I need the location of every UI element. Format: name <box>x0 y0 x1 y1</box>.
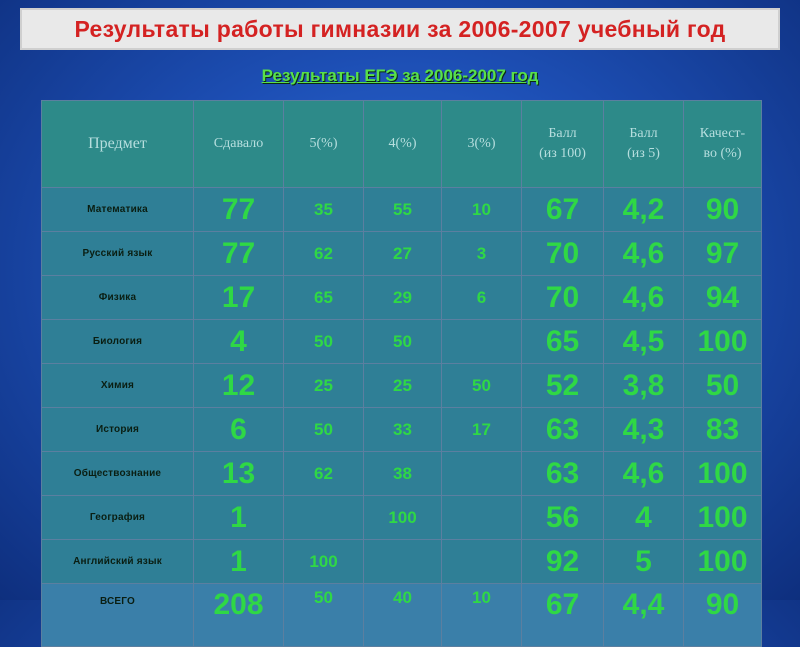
cell-quality: 83 <box>684 408 762 452</box>
cell-quality: 100 <box>684 452 762 496</box>
cell-subject: Русский язык <box>42 232 194 276</box>
cell-score100: 56 <box>522 496 604 540</box>
cell-subject: История <box>42 408 194 452</box>
cell-score5: 4,6 <box>604 452 684 496</box>
cell-grade5 <box>284 496 364 540</box>
cell-score100: 70 <box>522 276 604 320</box>
cell-score100: 70 <box>522 232 604 276</box>
cell-quality: 100 <box>684 540 762 584</box>
table-body <box>42 188 762 647</box>
cell-score100: 63 <box>522 408 604 452</box>
table-row <box>42 364 762 408</box>
cell-grade3: 17 <box>442 408 522 452</box>
cell-count: 6 <box>194 408 284 452</box>
header-cell-score5: Балл (из 5) <box>604 101 684 188</box>
table-row <box>42 232 762 276</box>
cell-score100: 52 <box>522 364 604 408</box>
cell-score100: 67 <box>522 188 604 232</box>
cell-quality: 97 <box>684 232 762 276</box>
header-cell-score100: Балл (из 100) <box>522 101 604 188</box>
cell-score5: 4,4 <box>604 584 684 647</box>
cell-count: 77 <box>194 188 284 232</box>
cell-score5: 4 <box>604 496 684 540</box>
cell-grade4 <box>364 540 442 584</box>
header-cell-subject: Предмет <box>42 101 194 188</box>
cell-grade3: 6 <box>442 276 522 320</box>
cell-grade4: 27 <box>364 232 442 276</box>
cell-subject: Математика <box>42 188 194 232</box>
cell-count: 17 <box>194 276 284 320</box>
cell-grade3 <box>442 452 522 496</box>
header-row <box>42 101 762 188</box>
cell-score100: 63 <box>522 452 604 496</box>
cell-quality: 90 <box>684 188 762 232</box>
cell-grade5: 100 <box>284 540 364 584</box>
cell-subject: Обществознание <box>42 452 194 496</box>
cell-score5: 4,2 <box>604 188 684 232</box>
cell-quality: 94 <box>684 276 762 320</box>
table-row-total <box>42 584 762 647</box>
cell-grade3: 10 <box>442 584 522 647</box>
cell-subject: Английский язык <box>42 540 194 584</box>
cell-grade3 <box>442 540 522 584</box>
page-title: Результаты работы гимназии за 2006-2007 учебный год <box>74 15 726 42</box>
cell-grade4: 40 <box>364 584 442 647</box>
cell-grade5: 62 <box>284 452 364 496</box>
cell-count: 208 <box>194 584 284 647</box>
cell-grade3: 50 <box>442 364 522 408</box>
cell-score5: 4,6 <box>604 276 684 320</box>
table-row <box>42 276 762 320</box>
cell-quality: 50 <box>684 364 762 408</box>
cell-grade3 <box>442 320 522 364</box>
cell-grade5: 50 <box>284 408 364 452</box>
header-cell-grade5: 5(%) <box>284 101 364 188</box>
table-row <box>42 320 762 364</box>
cell-grade3: 10 <box>442 188 522 232</box>
table-row <box>42 188 762 232</box>
cell-quality: 100 <box>684 496 762 540</box>
cell-quality: 90 <box>684 584 762 647</box>
cell-count: 13 <box>194 452 284 496</box>
cell-subject: ВСЕГО <box>42 584 194 647</box>
table-row <box>42 408 762 452</box>
cell-count: 77 <box>194 232 284 276</box>
cell-subject: Физика <box>42 276 194 320</box>
cell-count: 4 <box>194 320 284 364</box>
cell-score100: 67 <box>522 584 604 647</box>
cell-score100: 65 <box>522 320 604 364</box>
cell-count: 12 <box>194 364 284 408</box>
cell-grade4: 38 <box>364 452 442 496</box>
cell-grade4: 100 <box>364 496 442 540</box>
cell-grade5: 50 <box>284 584 364 647</box>
header-cell-grade3: 3(%) <box>442 101 522 188</box>
cell-score100: 92 <box>522 540 604 584</box>
cell-grade4: 55 <box>364 188 442 232</box>
cell-grade4: 50 <box>364 320 442 364</box>
cell-grade4: 33 <box>364 408 442 452</box>
cell-grade5: 50 <box>284 320 364 364</box>
table-row <box>42 496 762 540</box>
cell-score5: 5 <box>604 540 684 584</box>
cell-grade5: 65 <box>284 276 364 320</box>
cell-grade5: 35 <box>284 188 364 232</box>
cell-subject: География <box>42 496 194 540</box>
cell-grade5: 62 <box>284 232 364 276</box>
results-table <box>41 100 762 647</box>
cell-score5: 3,8 <box>604 364 684 408</box>
header-cell-quality: Качест- во (%) <box>684 101 762 188</box>
header-cell-grade4: 4(%) <box>364 101 442 188</box>
cell-score5: 4,3 <box>604 408 684 452</box>
cell-grade3: 3 <box>442 232 522 276</box>
table-row <box>42 452 762 496</box>
table-row <box>42 540 762 584</box>
cell-subject: Биология <box>42 320 194 364</box>
cell-score5: 4,6 <box>604 232 684 276</box>
title-bar <box>20 8 780 50</box>
cell-subject: Химия <box>42 364 194 408</box>
cell-grade4: 29 <box>364 276 442 320</box>
cell-score5: 4,5 <box>604 320 684 364</box>
cell-quality: 100 <box>684 320 762 364</box>
cell-grade3 <box>442 496 522 540</box>
cell-grade5: 25 <box>284 364 364 408</box>
header-cell-count: Сдавало <box>194 101 284 188</box>
cell-grade4: 25 <box>364 364 442 408</box>
cell-count: 1 <box>194 496 284 540</box>
cell-count: 1 <box>194 540 284 584</box>
table-subtitle: Результаты ЕГЭ за 2006-2007 год <box>261 66 539 85</box>
